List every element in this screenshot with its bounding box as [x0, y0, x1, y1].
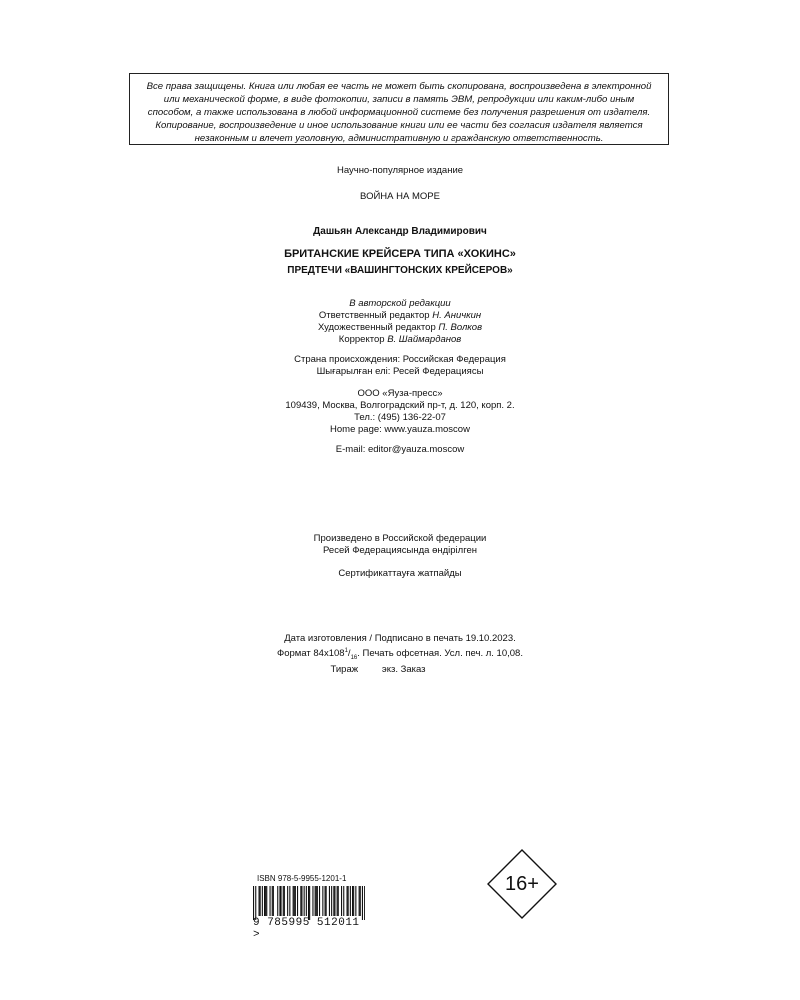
copies-label: экз. Заказ — [381, 664, 426, 676]
produced-ru: Произведено в Российской федерации — [313, 533, 487, 544]
edition-type: Научно-популярное издание — [336, 165, 464, 176]
managing-editor-name: Н. Аничкин — [432, 310, 482, 321]
copyright-line: Копирование, воспроизведение и иное использование книги или ее части без согласия издателя является — [155, 120, 643, 131]
isbn-barcode — [253, 874, 367, 941]
origin-block — [0, 354, 800, 378]
format-sup: 1 — [344, 648, 348, 654]
produced-block — [0, 533, 800, 557]
managing-editor-label: Ответственный редактор — [318, 310, 430, 321]
publisher-email: E-mail: editor@yauza.moscow — [335, 444, 465, 455]
circulation-label: Тираж — [330, 664, 359, 676]
copyright-line: способом, а также использована в любой информационной системе без получения разрешения от издателя. — [147, 107, 651, 118]
proofreader-name: В. Шаймарданов — [387, 334, 462, 345]
copyright-notice — [129, 73, 669, 145]
series-name: ВОЙНА НА МОРЕ — [360, 191, 440, 202]
book-subtitle: ПРЕДТЕЧИ «ВАШИНГТОНСКИХ КРЕЙСЕРОВ» — [287, 265, 513, 276]
art-editor — [0, 322, 800, 334]
barcode-icon — [253, 886, 365, 920]
copyright-line: незаконным и влечет уголовную, административную и гражданскую ответственность. — [194, 133, 604, 144]
publisher-block — [0, 388, 800, 436]
author-name: Дашьян Александр Владимирович — [313, 226, 487, 237]
format-prefix: Формат 84x108 — [277, 648, 345, 660]
age-rating-badge — [486, 848, 558, 920]
produced-kz: Ресей Федерациясында өндірілген — [323, 545, 477, 556]
editorial-block — [0, 298, 800, 346]
book-title: БРИТАНСКИЕ КРЕЙСЕРА ТИПА «ХОКИНС» — [284, 248, 516, 260]
publisher-homepage: Home page: www.yauza.moscow — [330, 424, 470, 435]
print-circulation — [0, 664, 800, 676]
publisher-name: ООО «Яуза-пресс» — [357, 388, 443, 399]
print-date: Дата изготовления / Подписано в печать 19.10.2023. — [284, 633, 516, 644]
format-suffix: . Печать офсетная. Усл. печ. л. 10,08. — [357, 648, 523, 660]
art-editor-label: Художественный редактор — [317, 322, 436, 333]
barcode-digits: 9 785995 512011 > — [253, 917, 360, 941]
proofreader-label: Корректор — [338, 334, 385, 345]
format-sub: 16 — [350, 655, 358, 662]
publisher-address: 109439, Москва, Волгоградский пр-т, д. 120, корп. 2. — [285, 400, 515, 411]
managing-editor — [0, 310, 800, 322]
editorial-note: В авторской редакции — [349, 298, 451, 309]
certification-note: Сертификаттауға жатпайды — [338, 568, 462, 579]
isbn-number: ISBN 978-5-9955-1201-1 — [257, 874, 347, 883]
print-info — [0, 633, 800, 676]
copyright-line: или механической форме, в виде фотокопии, записи в память ЭВМ, репродукции или каким-либо иным — [163, 94, 635, 105]
proofreader — [0, 334, 800, 346]
art-editor-name: П. Волков — [438, 322, 483, 333]
origin-kz: Шығарылған елі: Ресей Федерациясы — [316, 366, 484, 377]
print-format: Формат $84x108^1/_{16}$. Печать офсетная. Усл. печ. л. 10,08. — [277, 648, 523, 662]
copyright-line: Все права защищены. Книга или любая ее часть не может быть скопирована, воспроизведена в электронной — [146, 81, 652, 92]
age-rating-text: 16+ — [505, 873, 539, 895]
publisher-phone: Тел.: (495) 136-22-07 — [354, 412, 446, 423]
origin-ru: Страна происхождения: Российская Федерация — [294, 354, 506, 365]
